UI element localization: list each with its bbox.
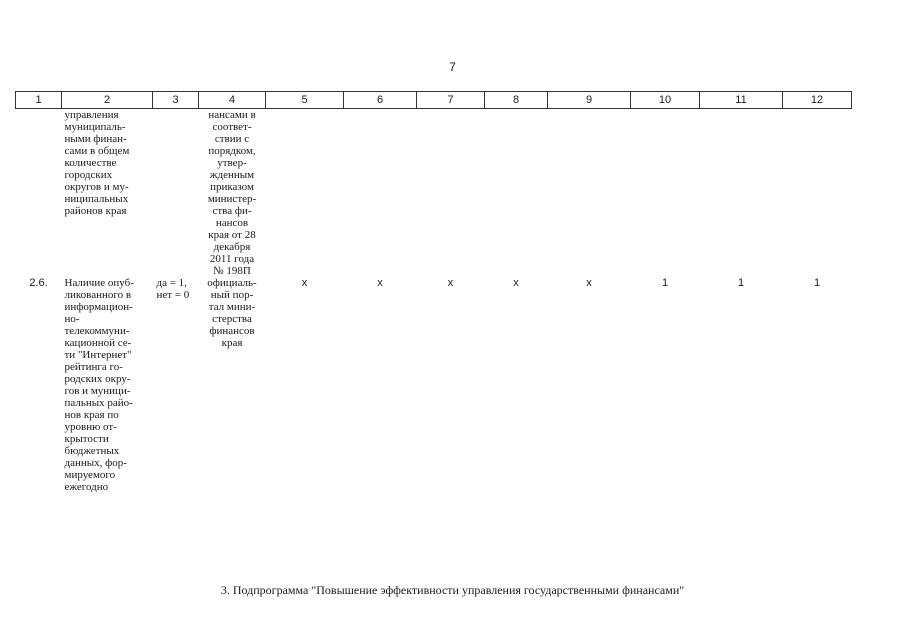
indicator-name-continuation: управления муниципаль- ными финан- сами в общем количестве городских округов и му- ниципальных районов края: [64, 109, 130, 217]
cell-empty: [16, 109, 62, 278]
value-col-11: 1: [737, 277, 745, 289]
value-col-5: х: [301, 277, 308, 289]
column-header-7: 7: [417, 92, 485, 109]
column-header-3: 3: [153, 92, 199, 109]
value-col-12: 1: [813, 277, 821, 289]
value-col-6: х: [377, 277, 383, 289]
value-col-9: х: [586, 277, 592, 289]
data-source: официаль- ный пор- тал мини- стерства финансов края: [207, 277, 257, 349]
column-header-4: 4: [199, 92, 266, 109]
indicators-table: [15, 91, 852, 493]
cell-empty: [153, 109, 199, 278]
source-continuation: нансами в соответ- ствии с порядком, утвер- жденным приказом министер- ства фи- нансов края от 28 декабря 2011 года № 198П: [207, 109, 257, 277]
column-header-11: 11: [700, 92, 783, 109]
page-number: 7: [449, 60, 456, 74]
column-header-1: 1: [16, 92, 62, 109]
column-header-5: 5: [266, 92, 344, 109]
column-header-2: 2: [62, 92, 153, 109]
column-header-8: 8: [485, 92, 548, 109]
cell-empty: [266, 109, 852, 278]
row-number: 2.6.: [29, 277, 48, 289]
column-header-12: 12: [783, 92, 852, 109]
column-header-10: 10: [631, 92, 700, 109]
table-row-2-6: [16, 277, 852, 493]
indicator-name: Наличие опуб- ликованного в информацион- но- телекоммуни- кационной се- ти "Интернет" рейтинга го- родских окру- гов и муници- пальных райо- нов края по уровню от- крытости бюджетных данных, фор- мируемого ежегодно: [64, 277, 134, 493]
table-row-continuation: [16, 109, 852, 278]
column-header-9: 9: [548, 92, 631, 109]
column-header-6: 6: [344, 92, 417, 109]
value-col-10: 1: [661, 277, 669, 289]
value-col-7: х: [447, 277, 454, 289]
unit-of-measure: да = 1, нет = 0: [156, 277, 190, 301]
section-title: 3. Подпрограмма "Повышение эффективности управления государственными финансами": [220, 583, 685, 597]
value-col-8: х: [513, 277, 519, 289]
column-number-header-row: [16, 92, 852, 109]
